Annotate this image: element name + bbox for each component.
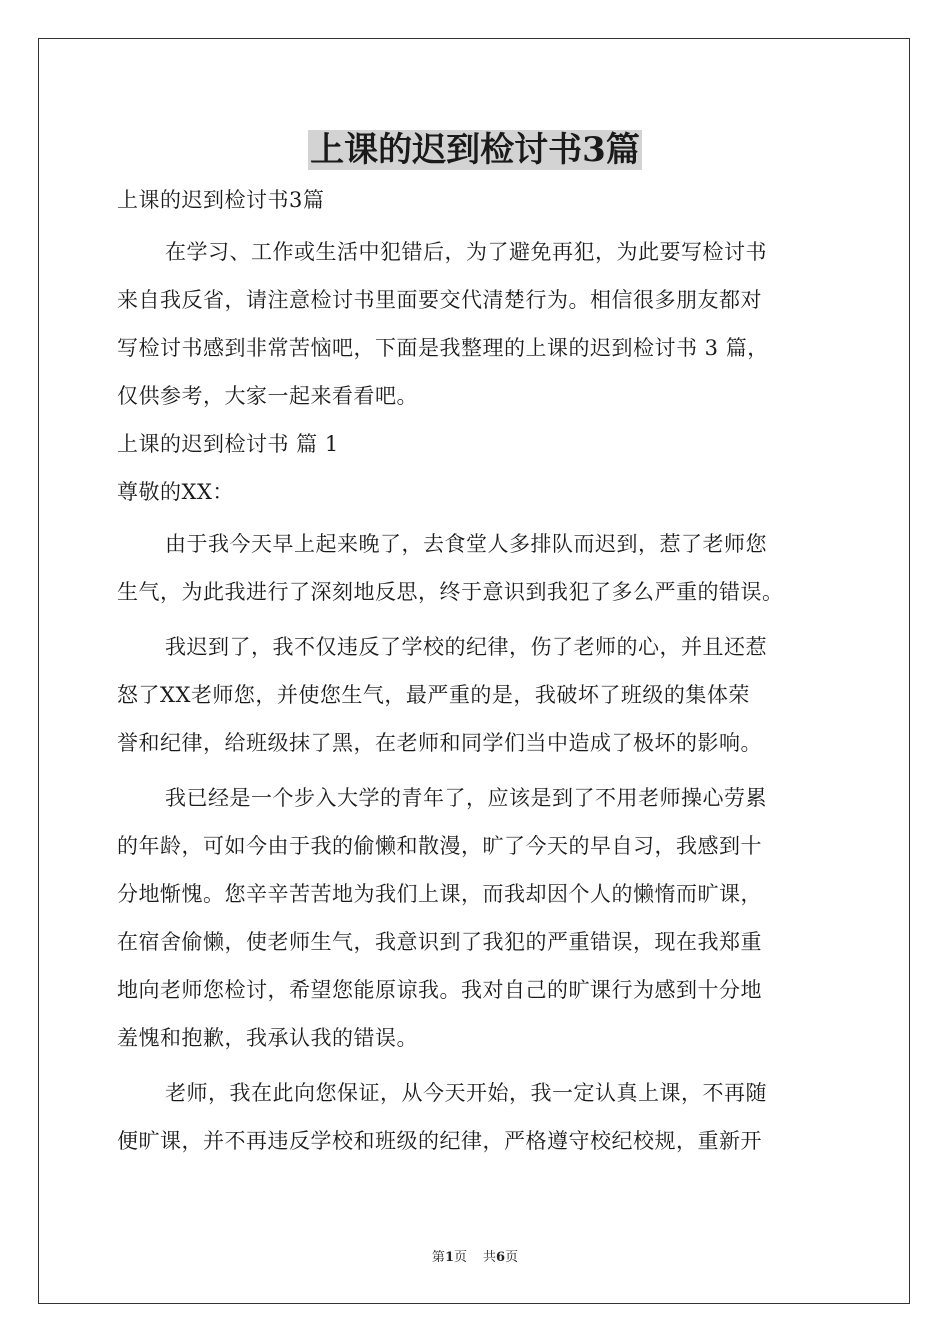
paragraph-line: 便旷课，并不再违反学校和班级的纪律，严格遵守校纪校规，重新开 [117,1129,762,1153]
total-suffix: 页 [505,1250,519,1265]
intro-line: 在学习、工作或生活中犯错后，为了避免再犯，为此要写检讨书 [165,240,767,264]
paragraph-line: 地向老师您检讨，希望您能原谅我。我对自己的旷课行为感到十分地 [117,978,762,1002]
paragraph-line: 羞愧和抱歉，我承认我的错误。 [117,1026,418,1050]
paragraph-line: 我迟到了，我不仅违反了学校的纪律，伤了老师的心，并且还惹 [165,635,767,659]
paragraph-line: 分地惭愧。您辛辛苦苦地为我们上课，而我却因个人的懒惰而旷课， [117,882,762,906]
document-title-text: 上课的迟到检讨书3篇 [310,130,640,170]
section-heading: 上课的迟到检讨书 篇 1 [117,432,339,456]
document-body [117,176,837,1165]
paragraph-line: 怒了XX老师您，并使您生气，最严重的是，我破坏了班级的集体荣 [117,683,750,707]
paragraph-line: 的年龄，可如今由于我的偷懒和散漫，旷了今天的早自习，我感到十 [117,834,762,858]
page-suffix: 页 [453,1250,467,1265]
page-number: 1 [444,1250,454,1265]
document-title [0,128,950,172]
total-pages: 6 [496,1250,506,1265]
intro-line: 来自我反省，请注意检讨书里面要交代清楚行为。相信很多朋友都对 [117,288,762,312]
subtitle-line: 上课的迟到检讨书3篇 [117,188,325,212]
intro-line: 写检讨书感到非常苦恼吧，下面是我整理的上课的迟到检讨书 3 篇， [117,336,769,360]
page-footer [0,1246,950,1265]
paragraph-line: 我已经是一个步入大学的青年了，应该是到了不用老师操心劳累 [165,786,767,810]
paragraph-line: 由于我今天早上起来晚了，去食堂人多排队而迟到，惹了老师您 [165,532,767,556]
paragraph-line: 老师，我在此向您保证，从今天开始，我一定认真上课，不再随 [165,1081,767,1105]
page-prefix: 第 [431,1250,445,1265]
greeting-line: 尊敬的XX： [117,480,234,504]
intro-line: 仅供参考，大家一起来看看吧。 [117,384,418,408]
paragraph-line: 生气，为此我进行了深刻地反思，终于意识到我犯了多么严重的错误。 [117,580,784,604]
paragraph-line: 誉和纪律，给班级抹了黑，在老师和同学们当中造成了极坏的影响。 [117,731,762,755]
paragraph-line: 在宿舍偷懒，使老师生气，我意识到了我犯的严重错误，现在我郑重 [117,930,762,954]
total-prefix: 共 [483,1250,497,1265]
